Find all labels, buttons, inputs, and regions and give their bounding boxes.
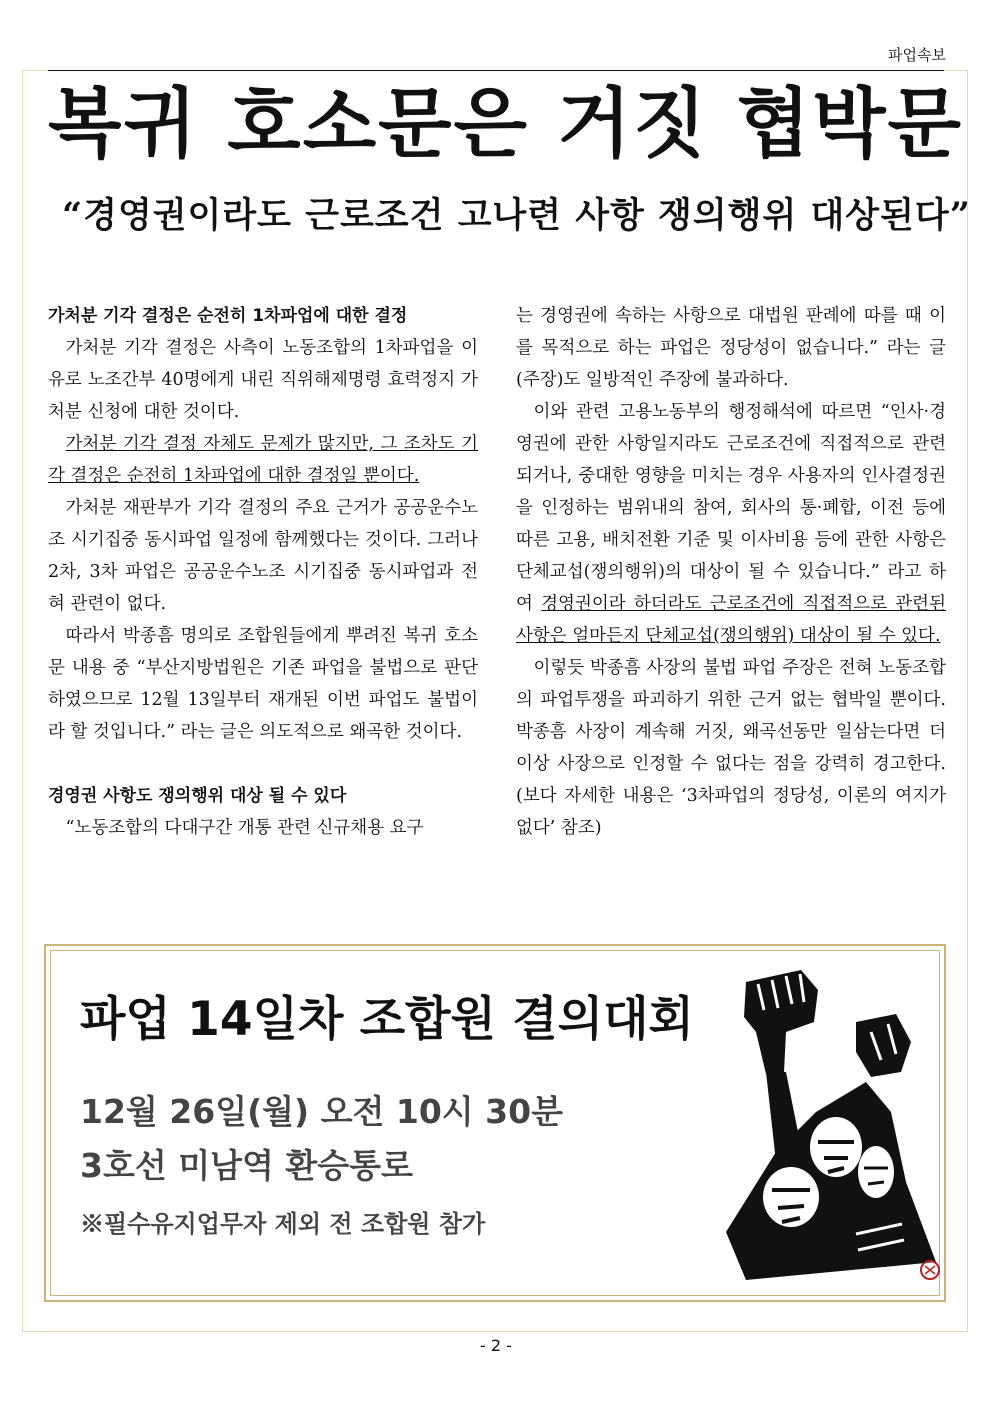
- paragraph: “노동조합의 다대구간 개통 관련 신규채용 요구: [65, 818, 424, 838]
- notice-note: ※필수유지업무자 제외 전 조합원 참가: [80, 1209, 486, 1238]
- paragraph: 가처분 재판부가 기각 결정의 주요 근거가 공공운수노조 시기집중 동시파업 일정에 함께했다는 것이다. 그러나 2차, 3차 파업은 공공운수노조 시기집중 동시파업과 전혀 관련이 없다.: [48, 498, 478, 614]
- paragraph: 가처분 기각 결정은 사측이 노동조합의 1차파업을 이유로 노조간부 40명에게 내린 직위해제명령 효력정지 가처분 신청에 대한 것이다.: [48, 338, 478, 422]
- paragraph-text: 이와 관련 고용노동부의 행정해석에 따르면 “인사·경영권에 관한 사항일지라도 근로조건에 직접적으로 관련되거나, 중대한 영향을 미치는 경우 사용자의 인사결정권을 인정하는 범위내의 참여, 회사의 통·폐합, 이전 등에 따른 고용, 배치전환 기준 및 이사비용 등에 관한 사항은 단체교섭(쟁의행위)의 대상이 될 수 있습니다.” 라고 하여: [516, 402, 946, 614]
- subheadline: “경영권이라도 근로조건 고나련 사항 쟁의행위 대상된다”: [62, 195, 971, 236]
- paragraph: 이렇듯 박종흠 사장의 불법 파업 주장은 전혀 노동조합의 파업투쟁을 파괴하기 위한 근거 없는 협박일 뿐이다. 박종흠 사장이 계속해 거짓, 왜곡선동만 일삼는다면 더 이상 사장으로 인정할 수 없다는 점을 강력히 경고한다.(보다 자세한 내용은 ‘3차파업의 정당성, 이론의 여지가 없다’ 참조): [516, 658, 946, 838]
- paragraph: [516, 396, 946, 652]
- notice-location: 3호선 미남역 환승통로: [80, 1146, 413, 1185]
- paragraph: 는 경영권에 속하는 사항으로 대법원 판례에 따를 때 이를 목적으로 하는 파업은 정당성이 없습니다.” 라는 글(주장)도 일방적인 주장에 불과하다.: [516, 306, 946, 390]
- page-number: - 2 -: [480, 1336, 512, 1355]
- header-rule: [48, 70, 944, 71]
- header-label: 파업속보: [888, 46, 946, 64]
- underlined-paragraph: 가처분 기각 결정 자체도 문제가 많지만, 그 조차도 기각 결정은 순전히 1차파업에 대한 결정일 뿐이다.: [48, 434, 478, 486]
- spacer: [48, 748, 478, 780]
- notice-title: 파업 14일차 조합원 결의대회: [80, 992, 694, 1047]
- section-heading: 경영권 사항도 쟁의행위 대상 될 수 있다: [48, 786, 347, 806]
- section-heading: 가처분 기각 결정은 순전히 1차파업에 대한 결정: [48, 306, 408, 326]
- left-column: [48, 300, 478, 844]
- underlined-text: 경영권이라 하더라도 근로조건에 직접적으로 관련된 사항은 얼마든지 단체교섭(쟁의행위) 대상이 될 수 있다.: [516, 594, 946, 646]
- headline: 복귀 호소문은 거짓 협박문: [48, 79, 963, 168]
- paragraph: 따라서 박종흠 명의로 조합원들에게 뿌려진 복귀 호소문 내용 중 “부산지방법원은 기존 파업을 불법으로 판단하였으므로 12월 13일부터 재개된 이번 파업도 불법이라 할 것입니다.” 라는 글은 의도적으로 왜곡한 것이다.: [48, 626, 478, 742]
- notice-datetime: 12월 26일(월) 오전 10시 30분: [80, 1092, 563, 1131]
- raised-fist-woodcut-illustration: [706, 962, 946, 1292]
- rally-notice-box: [44, 944, 946, 1302]
- right-column: [516, 300, 946, 844]
